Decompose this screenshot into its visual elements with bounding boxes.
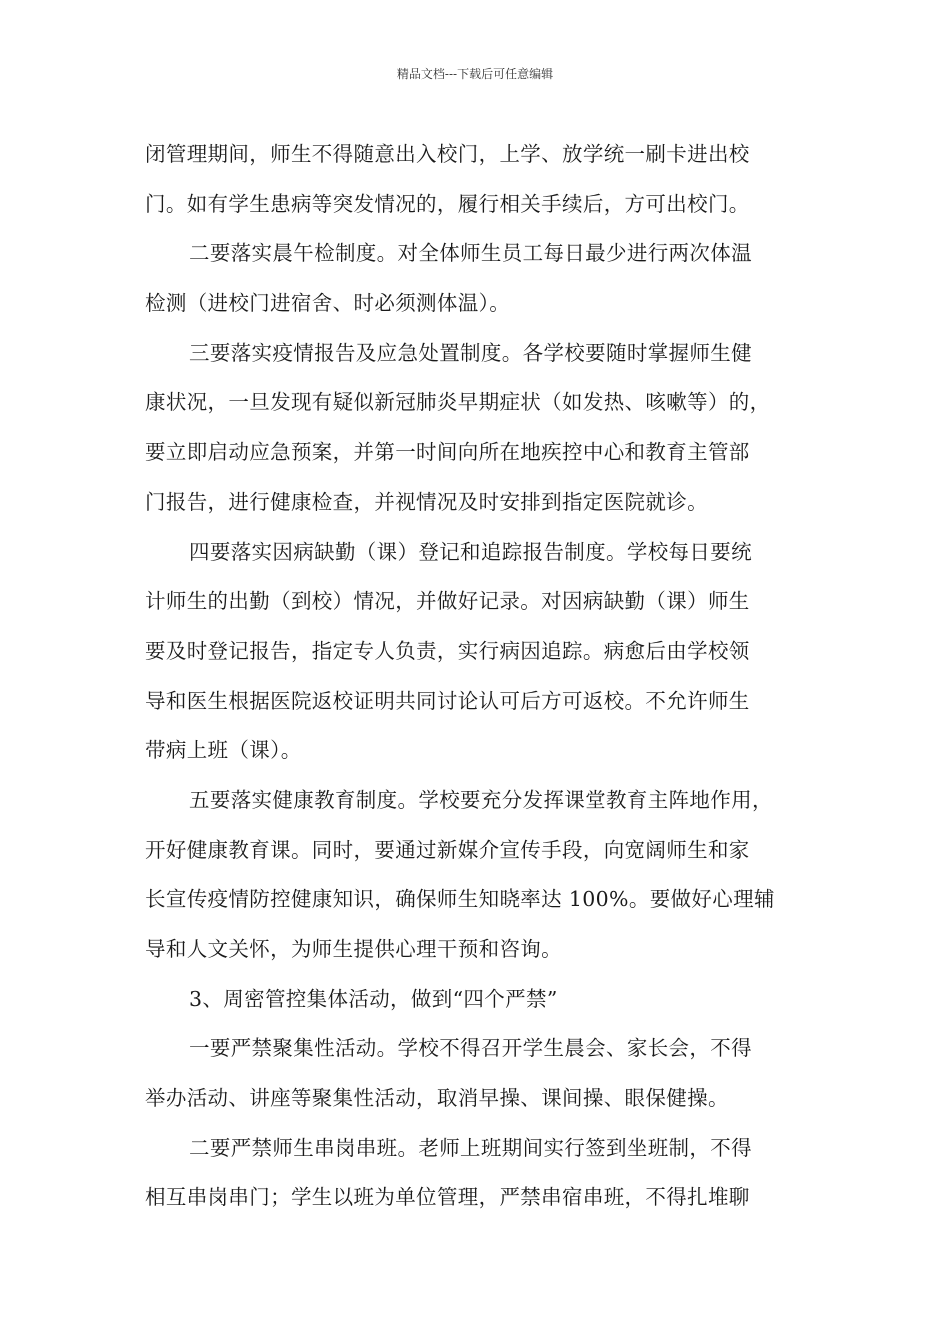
text-line: 计师生的出勤（到校）情况，并做好记录。对因病缺勤（课）师生 xyxy=(145,589,750,614)
text-line: 长宣传疫情防控健康知识，确保师生知晓率达 100%。要做好心理辅 xyxy=(145,887,775,912)
paragraph-start-line: 五要落实健康教育制度。学校要充分发挥课堂教育主阵地作用， xyxy=(189,787,773,812)
paragraph-start-line: 四要落实因病缺勤（课）登记和追踪报告制度。学校每日要统 xyxy=(189,539,752,564)
paragraph-start-line: 二要严禁师生串岗串班。老师上班期间实行签到坐班制，不得 xyxy=(189,1135,752,1160)
text-line: 导和医生根据医院返校证明共同讨论认可后方可返校。不允许师生 xyxy=(145,688,750,713)
paragraph-start-line: 二要落实晨午检制度。对全体师生员工每日最少进行两次体温 xyxy=(189,241,752,266)
text-line: 导和人文关怀，为师生提供心理干预和咨询。 xyxy=(145,937,562,961)
text-line: 康状况，一旦发现有疑似新冠肺炎早期症状（如发热、咳嗽等）的， xyxy=(145,390,771,415)
text-line: 检测（进校门进宿舍、时必须测体温）。 xyxy=(145,291,511,316)
text-line: 带病上班（课）。 xyxy=(145,738,302,763)
section-heading: 3、周密管控集体活动，做到“四个严禁” xyxy=(189,986,558,1011)
text-line: 相互串岗串门；学生以班为单位管理，严禁串宿串班，不得扎堆聊 xyxy=(145,1185,750,1210)
paragraph-start-line: 三要落实疫情报告及应急处置制度。各学校要随时掌握师生健 xyxy=(189,340,752,365)
text-line: 门报告，进行健康检查，并视情况及时安排到指定医院就诊。 xyxy=(145,489,708,514)
text-line: 要及时登记报告，指定专人负责，实行病因追踪。病愈后由学校领 xyxy=(145,638,750,663)
paragraph-start-line: 一要严禁聚集性活动。学校不得召开学生晨会、家长会，不得 xyxy=(189,1036,752,1061)
document-body xyxy=(145,130,815,1223)
text-line: 闭管理期间，师生不得随意出入校门，上学、放学统一刷卡进出校 xyxy=(145,142,750,166)
text-line: 开好健康教育课。同时，要通过新媒介宣传手段，向宽阔师生和家 xyxy=(145,837,750,862)
text-line: 门。如有学生患病等突发情况的，履行相关手续后，方可出校门。 xyxy=(145,191,750,216)
page-header: 精品文档---下载后可任意编辑 xyxy=(396,67,554,81)
text-line: 举办活动、讲座等聚集性活动，取消早操、课间操、眼保健操。 xyxy=(145,1086,729,1111)
text-line: 要立即启动应急预案，并第一时间向所在地疾控中心和教育主管部 xyxy=(145,440,750,465)
